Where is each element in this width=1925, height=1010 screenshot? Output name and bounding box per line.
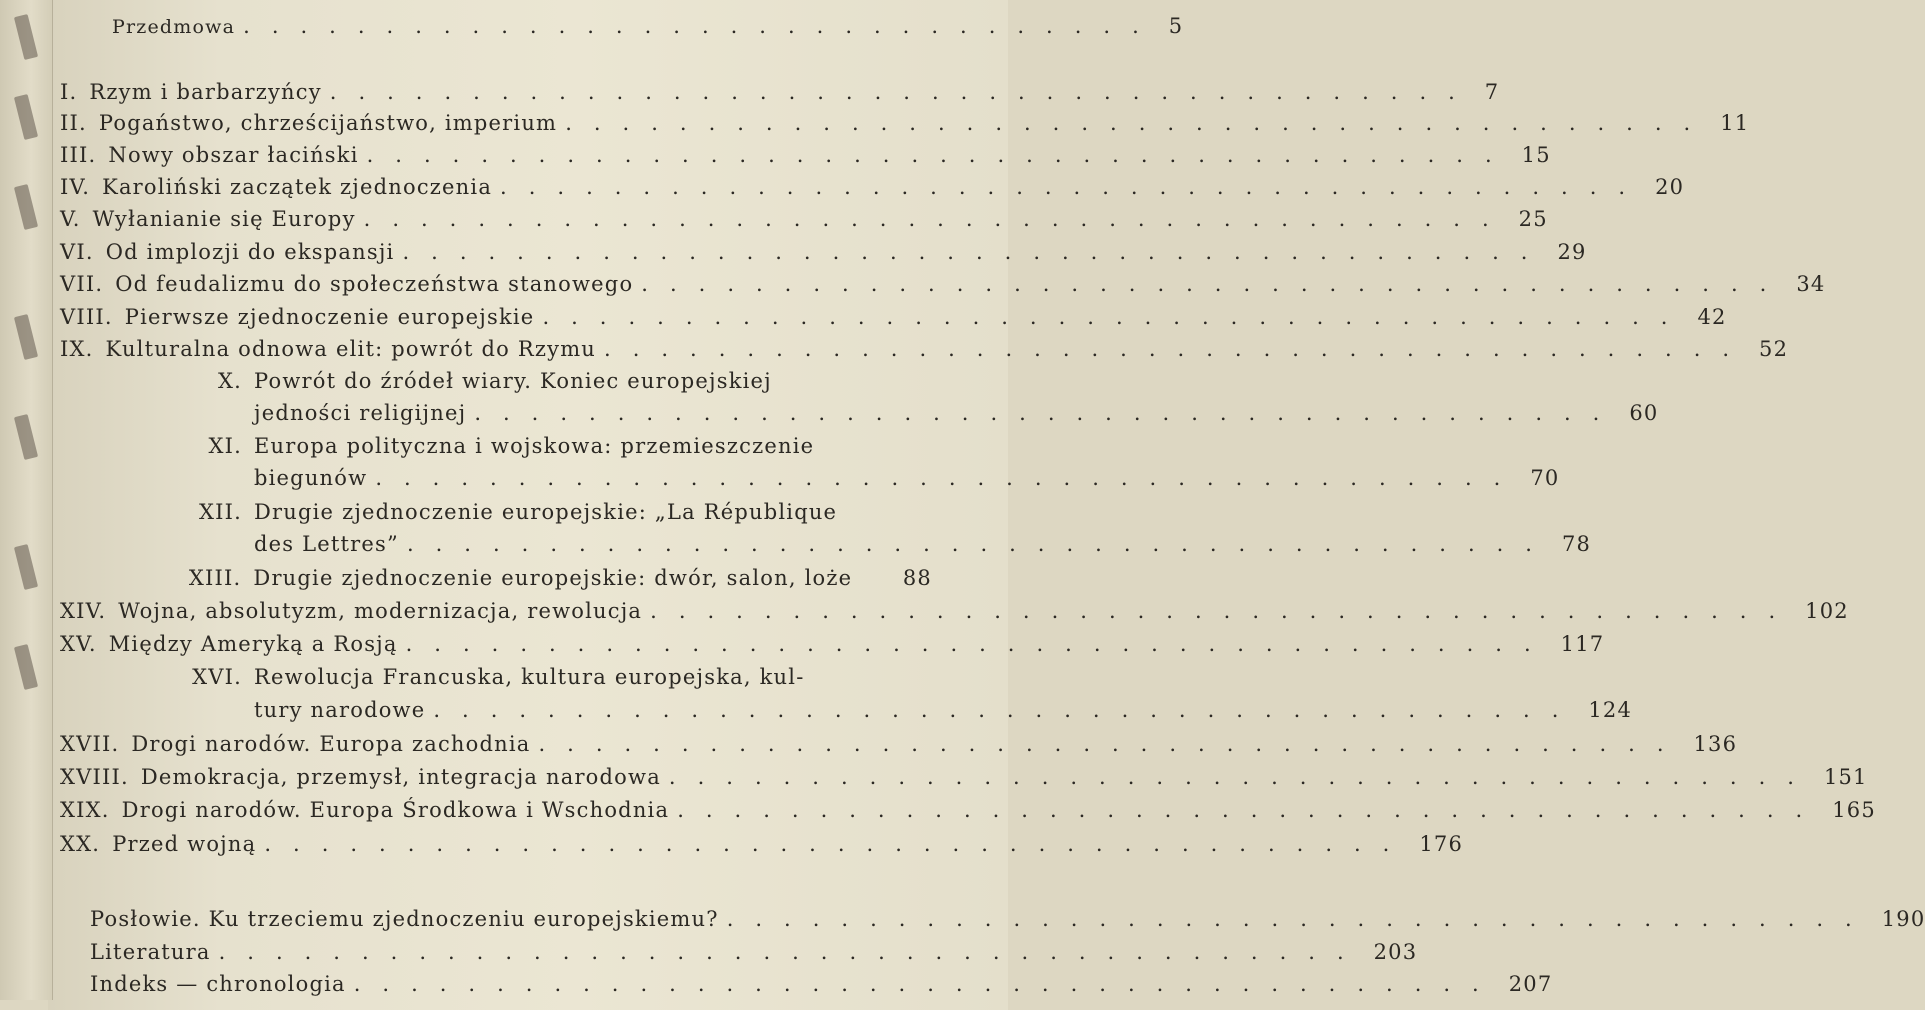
chapter-page: 15 [1521,143,1551,167]
leader-dots: ........................................ [406,532,1554,556]
toc-entry-preface [112,14,1184,46]
chapter-number: II. [60,111,87,135]
leader-dots: ........................................ [329,80,1477,104]
chapter-title: Między Ameryką a Rosją [108,632,398,656]
chapter-page: 7 [1484,80,1500,104]
chapter-title: Wyłanianie się Europy [92,207,356,231]
toc-entry-chapter [60,798,1876,830]
toc-entry-chapter [60,240,1587,272]
chapter-title: Europa polityczna i wojskowa: przemieszczenie [254,434,815,458]
chapter-title: Rzym i barbarzyńcy [89,80,322,104]
chapter-page: 42 [1697,305,1727,329]
chapter-page: 70 [1530,466,1560,490]
chapter-number: XVI. [192,665,242,689]
bleed-text-mark [14,184,38,230]
toc-entry-chapter [60,175,1685,207]
chapter-page: 117 [1560,632,1605,656]
toc-entry-continuation [254,401,1659,433]
leader-dots: ........................................ [604,337,1752,361]
toc-entry-chapter [60,207,1548,239]
chapter-title: Drogi narodów. Europa zachodnia [131,732,531,756]
chapter-page: 102 [1805,599,1849,623]
toc-entry-chapter [60,337,1789,369]
toc-entry-chapter [60,143,1551,175]
chapter-page: 29 [1557,240,1587,264]
toc-entry-chapter [60,80,1500,112]
toc-entry-chapter [60,500,932,532]
leader-dots: ........................................ [405,632,1553,656]
chapter-page: 176 [1419,832,1464,856]
chapter-page: 60 [1629,401,1659,425]
leader-dots: ........................................ [542,305,1690,329]
chapter-number: VIII. [60,305,113,329]
chapter-page: 165 [1832,798,1876,822]
bleed-text-mark [14,314,38,360]
chapter-number: VII. [60,272,104,296]
chapter-number: XIII. [188,566,242,590]
bleed-text-mark [14,644,38,690]
chapter-title: Drogi narodów. Europa Środkowa i Wschodnia [121,798,670,822]
chapter-page: 11 [1720,111,1750,135]
chapter-page: 136 [1693,732,1738,756]
chapter-number: XII. [198,500,242,524]
chapter-number: XVII. [60,732,120,756]
chapter-title: Karoliński zaczątek zjednoczenia [102,175,493,199]
bleed-text-mark [14,14,38,60]
leader-dots: ........................................ [538,732,1686,756]
chapter-number: XI. [208,434,242,458]
toc-entry-chapter [60,832,1464,864]
chapter-title: Pierwsze zjednoczenie europejskie [124,305,535,329]
back-matter-page: 203 [1373,940,1418,964]
chapter-page: 124 [1588,698,1633,722]
toc-entry-chapter [60,665,932,697]
chapter-title: Od feudalizmu do społeczeństwa stanowego [115,272,634,296]
chapter-number: X. [217,369,242,393]
chapter-title: Kulturalna odnowa elit: powrót do Rzymu [105,337,597,361]
leader-dots: ........................................ [677,798,1825,822]
toc-entry-chapter [60,434,932,466]
chapter-title: Drugie zjednoczenie europejskie: dwór, salon, loże [253,566,853,590]
chapter-title-continued: des Lettres” [254,532,399,556]
toc-entry-back-matter [90,940,1418,972]
chapter-page: 88 [902,566,932,590]
bleed-text-mark [14,94,38,140]
chapter-number: XVIII. [60,765,129,789]
leader-dots: ........................................ [375,466,1523,490]
leader-dots: ........................................ [363,207,1511,231]
chapter-page: 25 [1518,207,1548,231]
leader-dots: ........................................ [353,972,1501,996]
leader-dots: ........................................ [474,401,1622,425]
leader-dots: ........................................ [402,240,1550,264]
chapter-page: 151 [1823,765,1868,789]
chapter-title: Wojna, absolutyzm, modernizacja, rewolucja [118,599,643,623]
chapter-page: 20 [1655,175,1685,199]
toc-entry-chapter [60,111,1750,143]
toc-entry-chapter [60,765,1868,797]
chapter-title: Drugie zjednoczenie europejskie: „La République [254,500,838,524]
toc-entry-continuation [254,698,1633,730]
toc-entry-chapter [60,369,932,401]
back-matter-title: Posłowie. Ku trzeciemu zjednoczeniu europejskiemu? [90,907,719,931]
toc-entry-chapter [60,732,1738,764]
toc-entry-chapter [60,599,1849,631]
toc-entry-chapter [60,632,1605,664]
toc-title: Przedmowa [112,16,236,38]
chapter-title: Rewolucja Francuska, kultura europejska, kul- [254,665,805,689]
toc-entry-chapter [60,305,1727,337]
toc-entry-chapter [60,272,1826,304]
toc-entry-back-matter [90,972,1553,1004]
toc-entry-chapter [60,566,932,598]
chapter-title-continued: biegunów [254,466,368,490]
chapter-number: XIX. [60,798,110,822]
back-matter-page: 190 [1881,907,1925,931]
toc-entry-back-matter [90,907,1925,939]
back-matter-title: Literatura [90,940,211,964]
chapter-number: XIV. [60,599,107,623]
leader-dots: ................................ [243,14,1161,38]
chapter-number: VI. [60,240,94,264]
chapter-title: Powrót do źródeł wiary. Koniec europejskiej [254,369,772,393]
leader-dots: ........................................ [433,698,1581,722]
chapter-title: Demokracja, przemysł, integracja narodowa [140,765,661,789]
chapter-number: V. [60,207,81,231]
chapter-page: 34 [1796,272,1826,296]
leader-dots: ........................................ [565,111,1713,135]
bleed-text-mark [14,544,38,590]
chapter-page: 52 [1759,337,1789,361]
toc-entry-continuation [254,466,1560,498]
chapter-number: III. [60,143,97,167]
chapter-number: IV. [60,175,91,199]
leader-dots: ........................................ [500,175,1648,199]
chapter-title: Od implozji do ekspansji [105,240,395,264]
chapter-title-continued: tury narodowe [254,698,426,722]
chapter-title: Przed wojną [112,832,257,856]
chapter-number: XV. [60,632,97,656]
leader-dots: ........................................ [218,940,1366,964]
chapter-page: 78 [1561,532,1592,556]
leader-dots: ........................................ [726,907,1874,931]
leader-dots: ........................................ [650,599,1798,623]
back-matter-title: Indeks — chronologia [90,972,346,996]
chapter-number: XX. [60,832,101,856]
chapter-number: IX. [60,337,94,361]
toc-entry-continuation [254,532,1592,564]
leader-dots: ........................................ [641,272,1789,296]
chapter-number: I. [60,80,78,104]
bleed-text-mark [14,414,38,460]
leader-dots: ........................................ [264,832,1412,856]
chapter-title-continued: jedności religijnej [254,401,467,425]
leader-dots: ........................................ [366,143,1514,167]
toc-page: 5 [1168,14,1184,38]
chapter-title: Nowy obszar łaciński [108,143,359,167]
leader-dots: ........................................ [668,765,1816,789]
chapter-title: Pogaństwo, chrześcijaństwo, imperium [98,111,558,135]
back-matter-page: 207 [1508,972,1553,996]
adjacent-page-edge [0,0,53,1000]
